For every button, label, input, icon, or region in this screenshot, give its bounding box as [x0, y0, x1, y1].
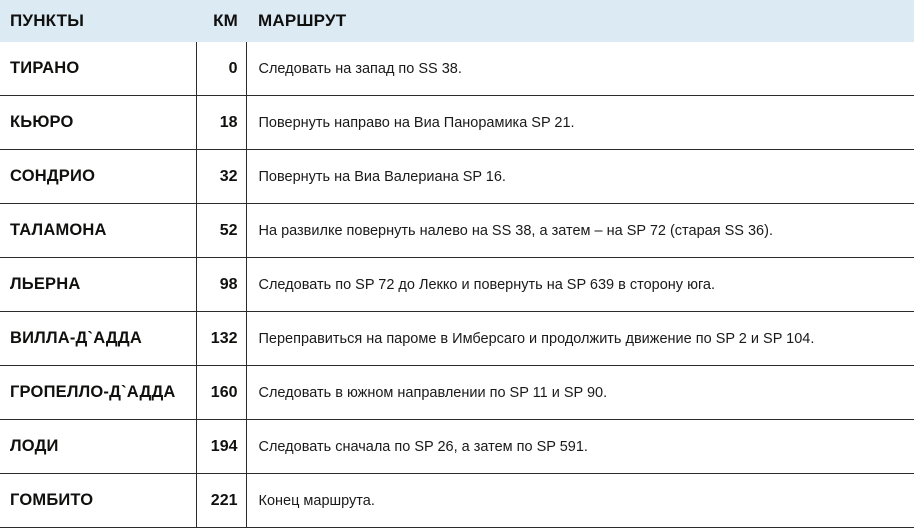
table-row: [0, 150, 914, 204]
cell-point: ГРОПЕЛЛО-Д`АДДА: [0, 366, 196, 420]
cell-km: 32: [196, 150, 246, 204]
cell-route: Следовать сначала по SP 26, а затем по SP 591.: [246, 420, 914, 474]
table-row: [0, 474, 914, 528]
cell-km: 0: [196, 42, 246, 96]
cell-km: 98: [196, 258, 246, 312]
column-header-route: МАРШРУТ: [246, 0, 914, 42]
cell-route: Конец маршрута.: [246, 474, 914, 528]
cell-route: Повернуть на Виа Валериана SP 16.: [246, 150, 914, 204]
cell-route: Следовать на запад по SS 38.: [246, 42, 914, 96]
cell-point: ЛОДИ: [0, 420, 196, 474]
table-row: [0, 312, 914, 366]
cell-km: 160: [196, 366, 246, 420]
cell-km: 18: [196, 96, 246, 150]
table-row: [0, 42, 914, 96]
table-row: [0, 258, 914, 312]
cell-km: 221: [196, 474, 246, 528]
table-header-row: [0, 0, 914, 42]
table-row: [0, 420, 914, 474]
table-body: [0, 42, 914, 528]
table-row: [0, 204, 914, 258]
cell-km: 52: [196, 204, 246, 258]
cell-route: Следовать в южном направлении по SP 11 и SP 90.: [246, 366, 914, 420]
table-row: [0, 366, 914, 420]
column-header-km: КМ: [196, 0, 246, 42]
cell-point: КЬЮРО: [0, 96, 196, 150]
cell-route: Следовать по SP 72 до Лекко и повернуть на SP 639 в сторону юга.: [246, 258, 914, 312]
cell-route: На развилке повернуть налево на SS 38, а затем – на SP 72 (старая SS 36).: [246, 204, 914, 258]
cell-route: Повернуть направо на Виа Панорамика SP 21.: [246, 96, 914, 150]
cell-point: СОНДРИО: [0, 150, 196, 204]
cell-point: ГОМБИТО: [0, 474, 196, 528]
table-header: [0, 0, 914, 42]
cell-km: 132: [196, 312, 246, 366]
column-header-points: ПУНКТЫ: [0, 0, 196, 42]
table-row: [0, 96, 914, 150]
cell-route: Переправиться на пароме в Имберсаго и продолжить движение по SP 2 и SP 104.: [246, 312, 914, 366]
cell-point: ТАЛАМОНА: [0, 204, 196, 258]
cell-point: ВИЛЛА-Д`АДДА: [0, 312, 196, 366]
cell-km: 194: [196, 420, 246, 474]
cell-point: ТИРАНО: [0, 42, 196, 96]
cell-point: ЛЬЕРНА: [0, 258, 196, 312]
